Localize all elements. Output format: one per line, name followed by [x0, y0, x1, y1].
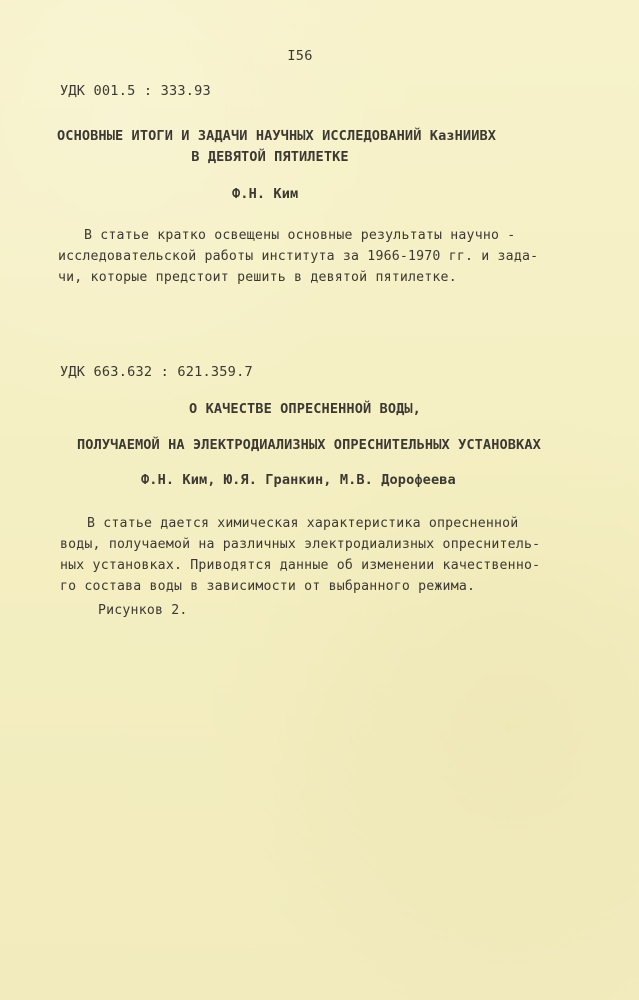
- article-1-title-line-2: В ДЕВЯТОЙ ПЯТИЛЕТКЕ: [191, 149, 349, 165]
- article-2-figures-note: Рисунков 2.: [98, 603, 188, 618]
- article-2-title-line-1: О КАЧЕСТВЕ ОПРЕСНЕННОЙ ВОДЫ,: [189, 401, 421, 417]
- article-2-authors: Ф.Н. Ким, Ю.Я. Гранкин, М.В. Дорофеева: [141, 472, 456, 488]
- article-2-abstract-line-3: ных установках. Приводятся данные об изменении качественно-: [60, 558, 541, 573]
- article-2-title-line-2: ПОЛУЧАЕМОЙ НА ЭЛЕКТРОДИАЛИЗНЫХ ОПРЕСНИТЕЛЬНЫХ УСТАНОВКАХ: [77, 437, 541, 453]
- page-number: I56: [287, 48, 313, 64]
- article-2-abstract-line-4: го состава воды в зависимости от выбранного режима.: [60, 579, 476, 594]
- article-1-authors: Ф.Н. Ким: [232, 186, 299, 202]
- article-1-abstract-line-1: В статье кратко освещены основные результаты научно -: [84, 228, 516, 243]
- article-1-abstract-line-3: чи, которые предстоит решить в девятой пятилетке.: [58, 270, 457, 285]
- udk-code-2: УДК 663.632 : 621.359.7: [60, 364, 253, 380]
- udk-code-1: УДК 001.5 : 333.93: [60, 83, 211, 99]
- article-1-abstract-line-2: исследовательской работы института за 1966-1970 гг. и зада-: [58, 249, 539, 264]
- article-2-abstract-line-1: В статье дается химическая характеристика опресненной: [87, 516, 519, 531]
- article-2-abstract-line-2: воды, получаемой на различных электродиализных опреснитель-: [60, 537, 541, 552]
- article-1-title-line-1: ОСНОВНЫЕ ИТОГИ И ЗАДАЧИ НАУЧНЫХ ИССЛЕДОВАНИЙ КазНИИВХ: [57, 128, 497, 144]
